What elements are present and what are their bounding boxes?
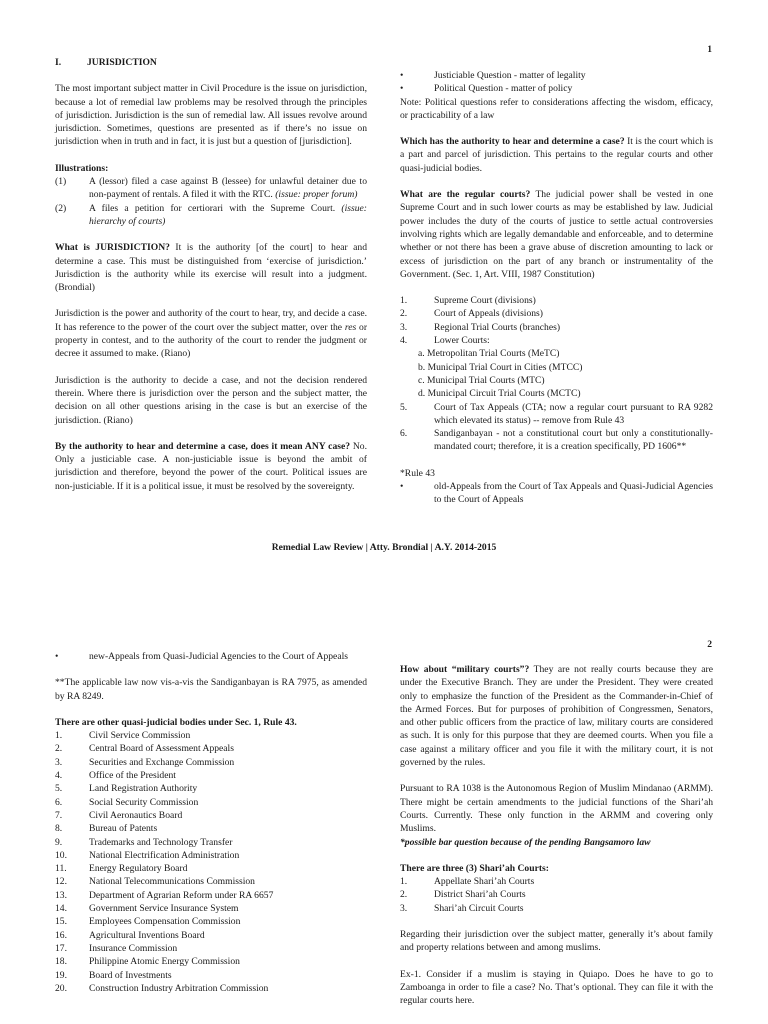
- section-heading: [55, 56, 367, 69]
- quasi-judicial-item: 16. Agricultural Inventions Board: [55, 929, 205, 941]
- court-item: 5. Court of Tax Appeals (CTA; now a regular court pursuant to RA 9282 which elevated its status) -- remove from Rule 43: [400, 401, 713, 426]
- court-item: 6. Sandiganbayan - not a constitutional court but only a constitutionally-mandated court; therefore, it is a creation specifically, PD 1606**: [400, 428, 713, 453]
- quasi-judicial-item: 6. Social Security Commission: [55, 796, 199, 808]
- court-item: 2. Court of Appeals (divisions): [400, 308, 543, 320]
- lower-court-item: d. Municipal Circuit Trial Courts (MCTC): [418, 388, 581, 400]
- quasi-judicial-item: 17. Insurance Commission: [55, 942, 178, 954]
- bullet-item: • Justiciable Question - matter of legality: [400, 70, 586, 81]
- rule43-label: *Rule 43: [400, 467, 435, 479]
- political-note: Note: Political questions refer to considerations affecting the wisdom, efficacy, or practicability of a law: [400, 96, 713, 121]
- quasi-judicial-item: 10. National Electrification Administration: [55, 849, 240, 861]
- quasi-judicial-item: 8. Bureau of Patents: [55, 823, 158, 835]
- bullet-item: • Political Question - matter of policy: [400, 83, 573, 95]
- quasi-judicial-item: 2. Central Board of Assessment Appeals: [55, 743, 234, 755]
- illustration-item: (1) A (lessor) filed a case against B (lessee) for unlawful detainer due to non-payment of rentals. A filed it with the RTC. (issue: proper forum): [55, 176, 367, 201]
- page-number: 1: [707, 44, 712, 55]
- quasi-judicial-item: 19. Board of Investments: [55, 969, 172, 981]
- quasi-judicial-item: 9. Trademarks and Technology Transfer: [55, 836, 233, 848]
- right-column: [400, 663, 713, 1008]
- intro-paragraph: The most important subject matter in Civil Procedure is the issue on jurisdiction, because a lot of remedial law problems may be resolved through the principles of jurisdiction. Jurisdiction is the sun of remedial law. All issues revolve around jurisdiction. Sometimes, questions are presented as if there’s no issue on jurisdiction when in truth and in fact, it is just but a question of [jurisdiction].: [55, 83, 367, 148]
- quasi-judicial-item: 7. Civil Aeronautics Board: [55, 809, 183, 821]
- example-paragraph: Ex-1. Consider if a muslim is staying in Quiapo. Does he have to go to Zamboanga in order to file a case? No. That’s optional. They can file it with the regular courts here.: [400, 968, 713, 1007]
- lower-court-item: a. Metropolitan Trial Courts (MeTC): [418, 348, 560, 360]
- page-number: 2: [707, 639, 712, 650]
- court-item: 1. Supreme Court (divisions): [400, 295, 536, 307]
- section-number: I.: [55, 57, 62, 68]
- sharia-court-item: 1. Appellate Shari’ah Courts: [400, 876, 535, 888]
- jurisdiction-power-paragraph: Jurisdiction is the power and authority of the court to hear, try, and decide a case. It has reference to the power of the court over the subject matter, over the res or property in contest, and to the authority of the court to render the judgment or decree it assumed to make. (Riano): [55, 308, 368, 360]
- quasi-judicial-item: 12. National Telecommunications Commission: [55, 876, 255, 888]
- quasi-judicial-item: 5. Land Registration Authority: [55, 783, 198, 795]
- quasi-judicial-item: 14. Government Service Insurance System: [55, 903, 239, 915]
- quasi-judicial-item: 3. Securities and Exchange Commission: [55, 756, 235, 768]
- quasi-judicial-heading: There are other quasi-judicial bodies under Sec. 1, Rule 43.: [55, 716, 297, 728]
- left-column: [55, 650, 367, 995]
- regular-courts-question: What are the regular courts? The judicial power shall be vested in one Supreme Court and in such lower courts as may be established by law. Judicial power includes the duty of the courts of justice to settle actual controversies involving rights which are legally demandable and enforceable, and to determine whether or not there has been a grave abuse of discretion amounting to lack or excess of jurisdiction on the part of any branch or instrumentality of the Government. (Sec. 1, Art. VIII, 1987 Constitution): [400, 189, 713, 280]
- sharia-court-item: 3. Shari’ah Circuit Courts: [400, 902, 524, 914]
- quasi-judicial-list: [55, 729, 367, 995]
- jurisdiction-authority-paragraph: Jurisdiction is the authority to decide a case, and not the decision rendered therein. Where there is jurisdiction over the person and the subject matter, the decision on all other questions arising in the case is but an exercise of the jurisdiction. (Riano): [55, 374, 367, 426]
- lower-court-item: c. Municipal Trial Courts (MTC): [418, 374, 545, 386]
- quasi-judicial-item: 18. Philippine Atomic Energy Commission: [55, 956, 240, 968]
- sandiganbayan-law-note: **The applicable law now vis-a-vis the Sandiganbayan is RA 7975, as amended by RA 8249.: [55, 677, 367, 702]
- quasi-judicial-item: 11. Energy Regulatory Board: [55, 863, 188, 875]
- military-courts-paragraph: How about “military courts”? They are not really courts because they are under the Executive Branch. They are under the President. They were created only to emphasize the function of the President as the Commander-in-Chief of the Armed Forces. But for purposes of prohibition of Congressmen, Senators, and other public officers from the practice of law, military courts are considered as such. It is only for this purpose that they are deemed courts. When you file a case against a military officer and you file it with the military court, it is not governed by the rules.: [400, 664, 713, 769]
- page-2: [0, 610, 768, 1024]
- jurisdiction-subject-paragraph: Regarding their jurisdiction over the subject matter, generally it’s about family and property relations between and among muslims.: [400, 929, 713, 954]
- illustration-item: (2) A files a petition for certiorari with the Supreme Court. (issue: hierarchy of courts): [55, 202, 367, 227]
- armm-paragraph: Pursuant to RA 1038 is the Autonomous Region of Muslim Mindanao (ARMM). There might be certain amendments to the judicial functions of the Shari’ah Courts. Currently. These only function in the ARMM and covering only Muslims.: [400, 783, 713, 835]
- bullet-item: • old-Appeals from the Court of Tax Appeals and Quasi-Judicial Agencies to the Court of Appeals: [400, 481, 713, 506]
- quasi-judicial-item: 15. Employees Compensation Commission: [55, 916, 241, 928]
- bullet-item: • new-Appeals from Quasi-Judicial Agencies to the Court of Appeals: [55, 651, 348, 662]
- right-column: [400, 69, 713, 507]
- sharia-court-item: 2. District Shari’ah Courts: [400, 889, 526, 901]
- quasi-judicial-item: 13. Department of Agrarian Reform under RA 6657: [55, 889, 274, 901]
- lower-court-item: b. Municipal Trial Court in Cities (MTCC): [418, 361, 583, 373]
- sharia-courts-heading: There are three (3) Shari’ah Courts:: [400, 862, 549, 874]
- bar-question-note: *possible bar question because of the pending Bangsamoro law: [400, 836, 651, 848]
- quasi-judicial-item: 1. Civil Service Commission: [55, 730, 191, 742]
- jurisdiction-definition: What is JURISDICTION? It is the authority [of the court] to hear and determine a case. This must be distinguished from ‘exercise of jurisdiction.’ Jurisdiction is the authority while its exercise will result into a judgment. (Brondial): [55, 242, 367, 294]
- quasi-judicial-item: 20. Construction Industry Arbitration Commission: [55, 982, 269, 994]
- court-item: 4. Lower Courts:: [400, 335, 490, 347]
- quasi-judicial-item: 4. Office of the President: [55, 770, 176, 782]
- any-case-question: By the authority to hear and determine a case, does it mean ANY case? No. Only a justiciable case. A non-justiciable issue is beyond the ambit of jurisdiction and therefore, beyond the power of the court. Political issues are non-justiciable. If it is a political issue, it must be resolved by the sovereignty.: [55, 440, 367, 492]
- court-item: 3. Regional Trial Courts (branches): [400, 321, 561, 333]
- page-footer: Remedial Law Review | Atty. Brondial | A.Y. 2014-2015: [271, 542, 497, 553]
- left-column: [55, 56, 367, 493]
- section-title: JURISDICTION: [87, 57, 157, 68]
- authority-question: Which has the authority to hear and determine a case? It is the court which is a part and parcel of jurisdiction. This pertains to the regular courts and other quasi-judicial bodies.: [400, 136, 714, 174]
- illustrations-label: Illustrations:: [55, 162, 109, 174]
